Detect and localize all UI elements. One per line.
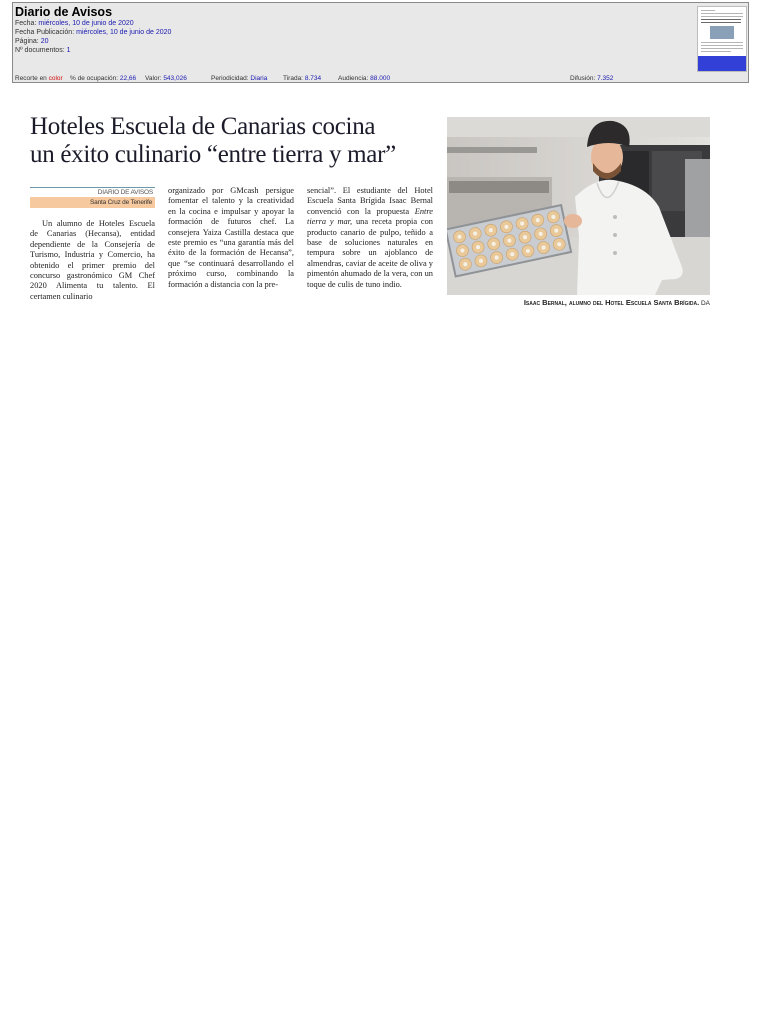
stat-valor: Valor: 543,026 [145, 75, 187, 82]
stat-ocupacion: % de ocupación: 22,66 [70, 75, 137, 82]
byline-source: DIARIO DE AVISOS [97, 189, 153, 196]
page-thumbnail [697, 6, 747, 72]
chef-with-tray-photo [447, 117, 710, 295]
publication-name: Diario de Avisos [15, 5, 113, 19]
column-1-text: Un alumno de Hoteles Escuela de Canarias (Hecansa), entidad dependiente de la Consejería de Turismo, Industria y Comercio, ha obtenido el primer premio del concurso gastronómico GM Chef 2020 Alimenta tu talento. El certamen culinario [30, 219, 155, 301]
caption-credit: DA [699, 300, 710, 307]
num-documentos-value: 1 [66, 47, 71, 54]
meta-pagina: Página: 20 [15, 38, 49, 45]
article-column-3 [307, 186, 433, 290]
byline [30, 187, 155, 208]
meta-num-documentos: Nº documentos: 1 [15, 47, 71, 54]
article-column-1 [30, 219, 155, 302]
stat-tirada: Tirada: 8.734 [283, 75, 322, 82]
meta-fecha-publicacion: Fecha Publicación: miércoles, 10 de junio de 2020 [15, 29, 172, 36]
column-2-text: organizado por GMcash persigue fomentar el talento y la creatividad en la cocina e impulsar y apoyar la formación de futuros chef. La consejera Yaiza Castilla destaca que este premio es “una garantía más del éxito de la formación de Hecansa”, que “se continuará desarrollando el próximo curso, combinando la formación a distancia con la pre- [168, 186, 294, 289]
stat-audiencia: Audiencia: 88.000 [338, 75, 391, 82]
stat-recorte: Recorte en color [15, 75, 63, 82]
caption-text: Isaac Bernal, alumno del Hotel Escuela Santa Brígida. [523, 298, 700, 307]
clipping-header [12, 2, 749, 83]
article-headline [30, 113, 440, 169]
article-photo [447, 117, 710, 295]
article-column-2 [168, 186, 294, 290]
fecha-value: miércoles, 10 de junio de 2020 [38, 20, 134, 27]
pagina-value: 20 [40, 38, 49, 45]
stat-difusion: Difusión: 7.352 [570, 75, 614, 82]
headline-line-2: un éxito culinario “entre tierra y mar” [30, 141, 396, 168]
photo-caption [447, 298, 710, 307]
fecha-publicacion-value: miércoles, 10 de junio de 2020 [76, 29, 172, 36]
byline-location: Santa Cruz de Tenerife [30, 197, 155, 208]
stat-periodicidad: Periodicidad: Diaria [211, 75, 268, 82]
recipe-name: Entre tierra y mar, [307, 206, 433, 227]
headline-line-1: Hoteles Escuela de Canarias cocina [30, 113, 376, 140]
column-3-text: sencial”. El estudiante del Hotel Escuela Santa Brígida Isaac Bernal convenció con la propuesta Entre tierra y mar, una receta propia con producto canario de pulpo, teñido a base de soluciones naturales en tempura sobre un ajoblanco de almendras, caviar de aceite de oliva y pimentón ahumado de la vera, con un toque de culis de tuno indio. [307, 186, 433, 289]
meta-fecha: Fecha: miércoles, 10 de junio de 2020 [15, 20, 134, 27]
